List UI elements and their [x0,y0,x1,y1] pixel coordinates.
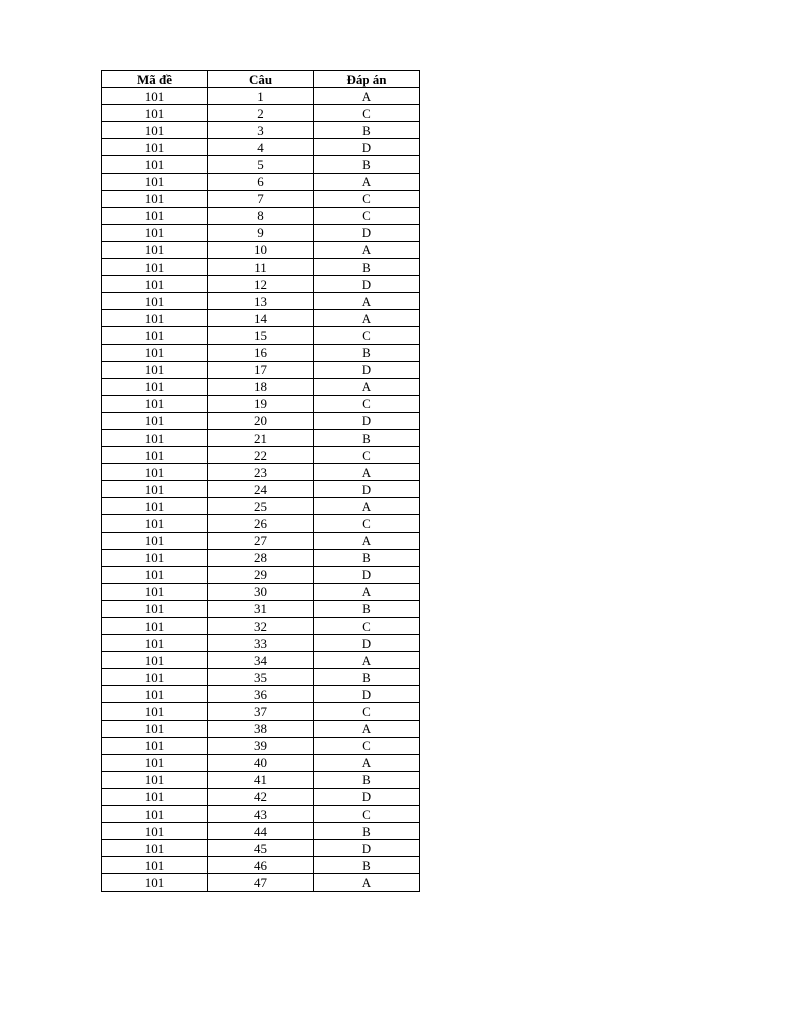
cell-exam-code: 101 [102,720,208,737]
header-answer: Đáp án [314,71,420,88]
table-row [102,224,420,241]
cell-answer: B [314,669,420,686]
table-row [102,105,420,122]
table-row [102,498,420,515]
cell-exam-code: 101 [102,771,208,788]
cell-answer: A [314,293,420,310]
table-row [102,686,420,703]
cell-exam-code: 101 [102,788,208,805]
cell-answer: D [314,361,420,378]
table-row [102,823,420,840]
table-row [102,600,420,617]
cell-answer: D [314,224,420,241]
cell-answer: B [314,156,420,173]
cell-question-number: 23 [208,464,314,481]
cell-question-number: 34 [208,652,314,669]
cell-exam-code: 101 [102,395,208,412]
table-row [102,88,420,105]
cell-exam-code: 101 [102,464,208,481]
cell-question-number: 16 [208,344,314,361]
cell-exam-code: 101 [102,207,208,224]
cell-question-number: 5 [208,156,314,173]
header-question: Câu [208,71,314,88]
cell-question-number: 25 [208,498,314,515]
cell-question-number: 45 [208,840,314,857]
cell-answer: A [314,532,420,549]
cell-answer: B [314,823,420,840]
cell-question-number: 24 [208,481,314,498]
cell-question-number: 35 [208,669,314,686]
cell-exam-code: 101 [102,122,208,139]
table-row [102,447,420,464]
header-exam-code: Mã đề [102,71,208,88]
cell-answer: B [314,857,420,874]
cell-exam-code: 101 [102,310,208,327]
cell-answer: D [314,566,420,583]
table-row [102,241,420,258]
cell-exam-code: 101 [102,669,208,686]
cell-question-number: 8 [208,207,314,224]
table-row [102,173,420,190]
table-row [102,737,420,754]
cell-answer: D [314,840,420,857]
cell-answer: A [314,583,420,600]
table-row [102,806,420,823]
cell-answer: A [314,652,420,669]
cell-answer: C [314,703,420,720]
table-row [102,857,420,874]
table-row [102,122,420,139]
cell-question-number: 22 [208,447,314,464]
cell-question-number: 1 [208,88,314,105]
answer-key-table [101,70,420,892]
cell-question-number: 4 [208,139,314,156]
cell-exam-code: 101 [102,498,208,515]
cell-exam-code: 101 [102,173,208,190]
cell-exam-code: 101 [102,378,208,395]
table-row [102,669,420,686]
table-row [102,788,420,805]
cell-question-number: 12 [208,276,314,293]
cell-answer: A [314,88,420,105]
cell-answer: C [314,207,420,224]
table-row [102,327,420,344]
table-row [102,840,420,857]
table-row [102,583,420,600]
cell-exam-code: 101 [102,481,208,498]
cell-question-number: 46 [208,857,314,874]
cell-exam-code: 101 [102,429,208,446]
table-row [102,652,420,669]
cell-exam-code: 101 [102,361,208,378]
cell-exam-code: 101 [102,224,208,241]
table-row [102,412,420,429]
table-row [102,310,420,327]
table-row [102,139,420,156]
cell-exam-code: 101 [102,652,208,669]
cell-question-number: 15 [208,327,314,344]
cell-exam-code: 101 [102,259,208,276]
cell-question-number: 11 [208,259,314,276]
cell-exam-code: 101 [102,532,208,549]
cell-exam-code: 101 [102,447,208,464]
cell-question-number: 3 [208,122,314,139]
cell-exam-code: 101 [102,344,208,361]
cell-answer: B [314,429,420,446]
table-row [102,378,420,395]
cell-answer: A [314,173,420,190]
cell-answer: C [314,618,420,635]
cell-question-number: 44 [208,823,314,840]
table-row [102,190,420,207]
cell-exam-code: 101 [102,412,208,429]
cell-question-number: 47 [208,874,314,891]
table-row [102,156,420,173]
cell-question-number: 2 [208,105,314,122]
cell-exam-code: 101 [102,549,208,566]
cell-question-number: 41 [208,771,314,788]
cell-question-number: 43 [208,806,314,823]
cell-answer: C [314,395,420,412]
cell-question-number: 18 [208,378,314,395]
cell-question-number: 42 [208,788,314,805]
cell-answer: D [314,481,420,498]
table-row [102,276,420,293]
table-row [102,361,420,378]
cell-question-number: 10 [208,241,314,258]
table-row [102,754,420,771]
cell-answer: A [314,378,420,395]
cell-exam-code: 101 [102,600,208,617]
cell-answer: A [314,720,420,737]
cell-question-number: 17 [208,361,314,378]
cell-answer: A [314,241,420,258]
table-row [102,703,420,720]
cell-exam-code: 101 [102,754,208,771]
cell-question-number: 7 [208,190,314,207]
table-row [102,293,420,310]
cell-exam-code: 101 [102,583,208,600]
cell-answer: A [314,874,420,891]
table-row [102,635,420,652]
cell-exam-code: 101 [102,806,208,823]
cell-exam-code: 101 [102,88,208,105]
cell-question-number: 32 [208,618,314,635]
table-row [102,549,420,566]
cell-question-number: 37 [208,703,314,720]
cell-question-number: 30 [208,583,314,600]
cell-exam-code: 101 [102,857,208,874]
table-row [102,464,420,481]
cell-exam-code: 101 [102,566,208,583]
cell-question-number: 19 [208,395,314,412]
cell-answer: D [314,412,420,429]
cell-question-number: 38 [208,720,314,737]
table-row [102,259,420,276]
table-row [102,207,420,224]
cell-exam-code: 101 [102,156,208,173]
cell-answer: C [314,806,420,823]
cell-question-number: 39 [208,737,314,754]
cell-exam-code: 101 [102,190,208,207]
cell-question-number: 6 [208,173,314,190]
cell-answer: B [314,259,420,276]
cell-answer: D [314,788,420,805]
cell-answer: C [314,105,420,122]
cell-answer: D [314,276,420,293]
cell-exam-code: 101 [102,139,208,156]
cell-answer: C [314,447,420,464]
cell-answer: C [314,327,420,344]
cell-answer: B [314,600,420,617]
cell-answer: D [314,139,420,156]
cell-exam-code: 101 [102,840,208,857]
cell-answer: A [314,464,420,481]
cell-exam-code: 101 [102,276,208,293]
cell-answer: B [314,344,420,361]
table-row [102,771,420,788]
cell-answer: B [314,771,420,788]
cell-question-number: 29 [208,566,314,583]
table-row [102,429,420,446]
table-header-row [102,71,420,88]
table-row [102,395,420,412]
cell-answer: C [314,515,420,532]
cell-question-number: 31 [208,600,314,617]
cell-question-number: 26 [208,515,314,532]
cell-exam-code: 101 [102,618,208,635]
cell-answer: B [314,122,420,139]
table-row [102,618,420,635]
cell-question-number: 27 [208,532,314,549]
cell-exam-code: 101 [102,105,208,122]
cell-answer: D [314,635,420,652]
cell-question-number: 36 [208,686,314,703]
cell-question-number: 21 [208,429,314,446]
cell-answer: C [314,190,420,207]
table-row [102,566,420,583]
cell-answer: D [314,686,420,703]
cell-question-number: 14 [208,310,314,327]
cell-answer: C [314,737,420,754]
cell-exam-code: 101 [102,874,208,891]
cell-answer: A [314,310,420,327]
cell-exam-code: 101 [102,635,208,652]
cell-question-number: 9 [208,224,314,241]
table-row [102,874,420,891]
table-row [102,515,420,532]
cell-exam-code: 101 [102,293,208,310]
cell-question-number: 20 [208,412,314,429]
cell-exam-code: 101 [102,515,208,532]
table-row [102,532,420,549]
cell-answer: A [314,754,420,771]
table-row [102,344,420,361]
cell-question-number: 13 [208,293,314,310]
cell-question-number: 33 [208,635,314,652]
cell-exam-code: 101 [102,823,208,840]
cell-exam-code: 101 [102,737,208,754]
cell-exam-code: 101 [102,327,208,344]
cell-exam-code: 101 [102,703,208,720]
cell-exam-code: 101 [102,686,208,703]
cell-answer: A [314,498,420,515]
cell-question-number: 28 [208,549,314,566]
cell-question-number: 40 [208,754,314,771]
cell-exam-code: 101 [102,241,208,258]
table-row [102,720,420,737]
cell-answer: B [314,549,420,566]
table-row [102,481,420,498]
table-body [102,88,420,891]
